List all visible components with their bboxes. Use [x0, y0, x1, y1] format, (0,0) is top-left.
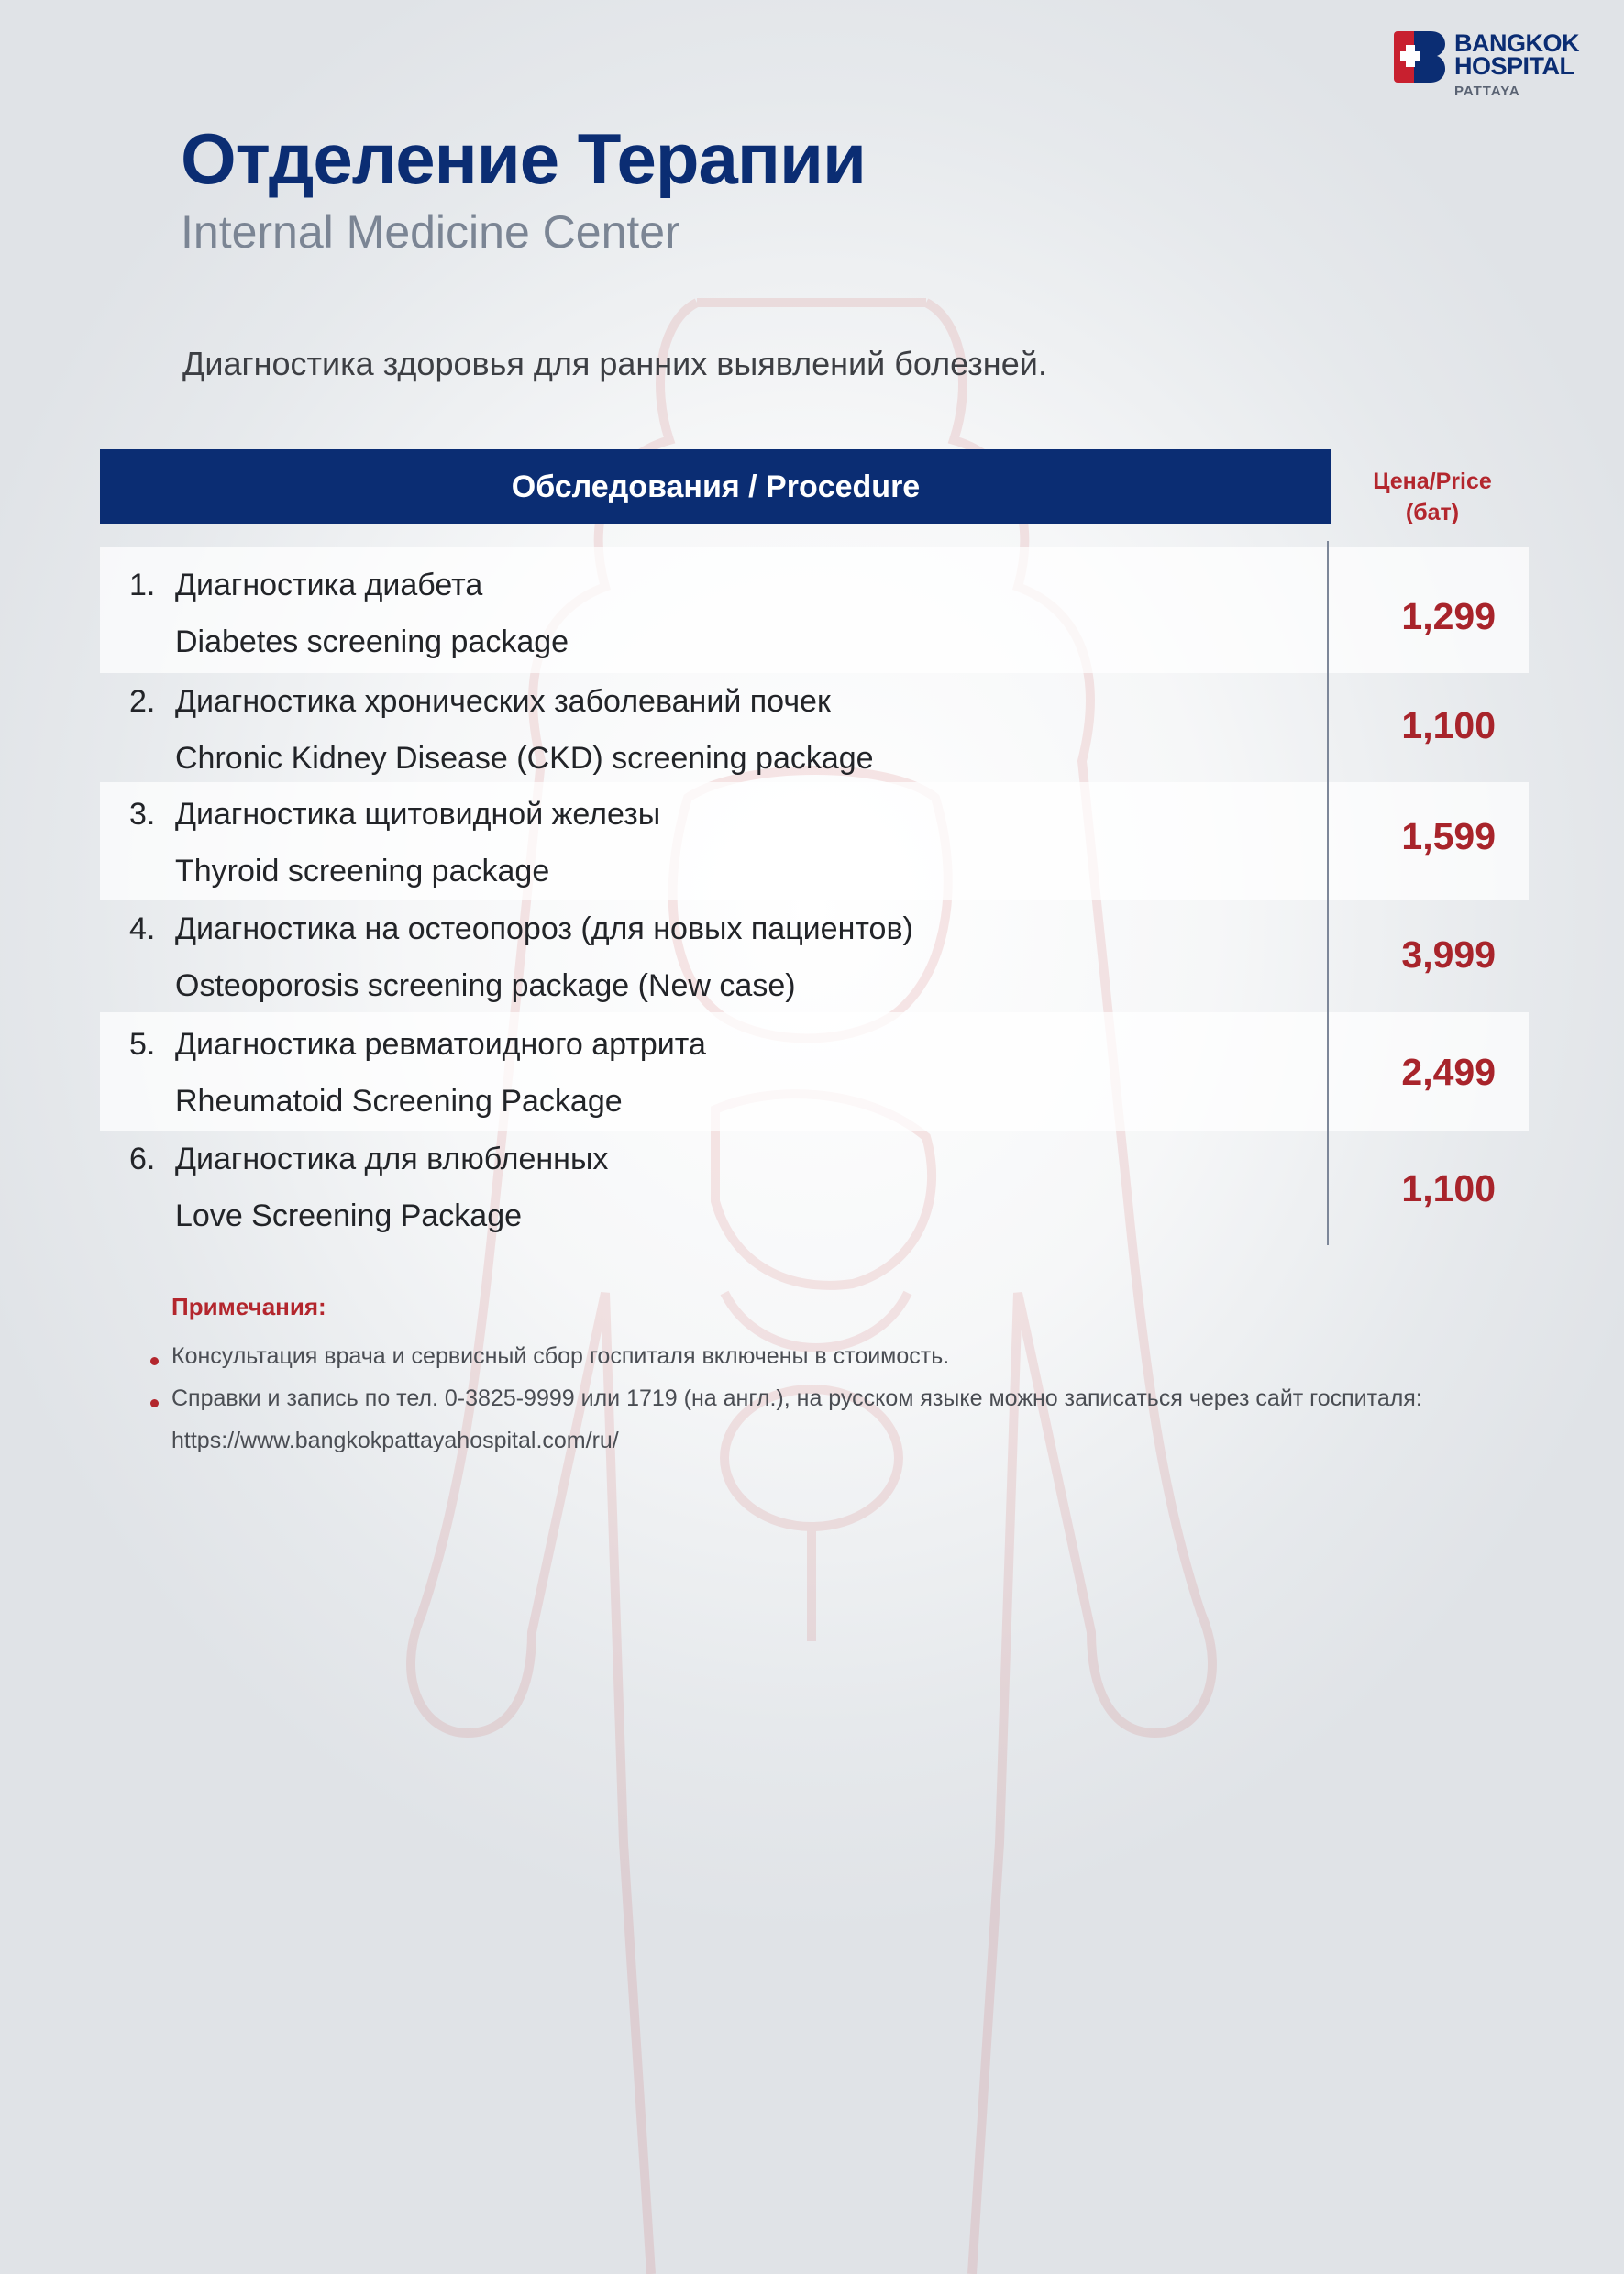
procedure-column-header	[100, 449, 1331, 524]
procedure-name-ru: Диагностика на остеопороз (для новых пациентов)	[175, 911, 913, 946]
row-number: 1.	[129, 568, 156, 602]
note-item: Справки и запись по тел. 0-3825-9999 или 1719 (на англ.), на русском языке можно записаться через сайт госпиталя:	[171, 1385, 1422, 1411]
procedure-name-en: Thyroid screening package	[175, 854, 550, 889]
procedure-table	[100, 547, 1529, 1245]
procedure-name-en: Osteoporosis screening package (New case)	[175, 968, 796, 1003]
table-row	[100, 900, 1529, 1012]
procedure-name-en: Chronic Kidney Disease (CKD) screening package	[175, 741, 874, 776]
page-title-ru: Отделение Терапии	[181, 118, 866, 199]
logo-text-pattaya: PATTAYA	[1454, 83, 1520, 99]
page-subtitle: Диагностика здоровья для ранних выявлений болезней.	[182, 345, 1047, 382]
hospital-website-link[interactable]: https://www.bangkokpattayahospital.com/ru/	[171, 1428, 619, 1453]
procedure-name-en: Rheumatoid Screening Package	[175, 1084, 623, 1119]
procedure-price: 3,999	[1401, 933, 1496, 976]
logo-text-hospital: HOSPITAL	[1454, 52, 1574, 80]
procedure-price: 1,100	[1401, 704, 1496, 746]
row-number: 4.	[129, 911, 156, 946]
row-number: 2.	[129, 684, 156, 719]
procedure-name-ru: Диагностика щитовидной железы	[175, 797, 661, 832]
bullet-icon	[150, 1357, 159, 1365]
procedure-name-ru: Диагностика диабета	[175, 568, 483, 602]
table-row	[100, 782, 1529, 900]
procedure-price: 1,299	[1401, 595, 1496, 637]
procedure-price: 2,499	[1401, 1051, 1496, 1093]
procedure-name-en: Diabetes screening package	[175, 624, 569, 659]
procedure-price: 1,599	[1401, 815, 1496, 857]
note-item: Консультация врача и сервисный сбор госпиталя включены в стоимость.	[171, 1343, 950, 1369]
table-row	[100, 673, 1529, 782]
procedure-name-ru: Диагностика хронических заболеваний почек	[175, 684, 831, 719]
table-row	[100, 1131, 1529, 1245]
row-number: 3.	[129, 797, 156, 832]
hospital-logo	[1394, 31, 1597, 105]
price-header-line1: Цена/Price	[1373, 469, 1492, 494]
procedure-price: 1,100	[1401, 1167, 1496, 1209]
price-column-divider	[1327, 541, 1329, 1245]
page-title-en: Internal Medicine Center	[181, 206, 680, 258]
bullet-icon	[150, 1399, 159, 1407]
procedure-name-en: Love Screening Package	[175, 1198, 523, 1233]
table-row	[100, 1012, 1529, 1131]
procedure-header-label: Обследования / Procedure	[511, 469, 921, 504]
notes-title: Примечания:	[171, 1293, 326, 1320]
procedure-name-ru: Диагностика ревматоидного артрита	[175, 1027, 706, 1062]
logo-text-bangkok: BANGKOK	[1454, 29, 1579, 57]
table-row	[100, 547, 1529, 673]
hospital-cross-logo-icon	[1394, 31, 1445, 83]
price-column-header	[1331, 466, 1533, 528]
price-header-line2: (бат)	[1405, 500, 1460, 525]
row-number: 6.	[129, 1142, 156, 1176]
procedure-name-ru: Диагностика для влюбленных	[175, 1142, 609, 1176]
row-number: 5.	[129, 1027, 156, 1062]
